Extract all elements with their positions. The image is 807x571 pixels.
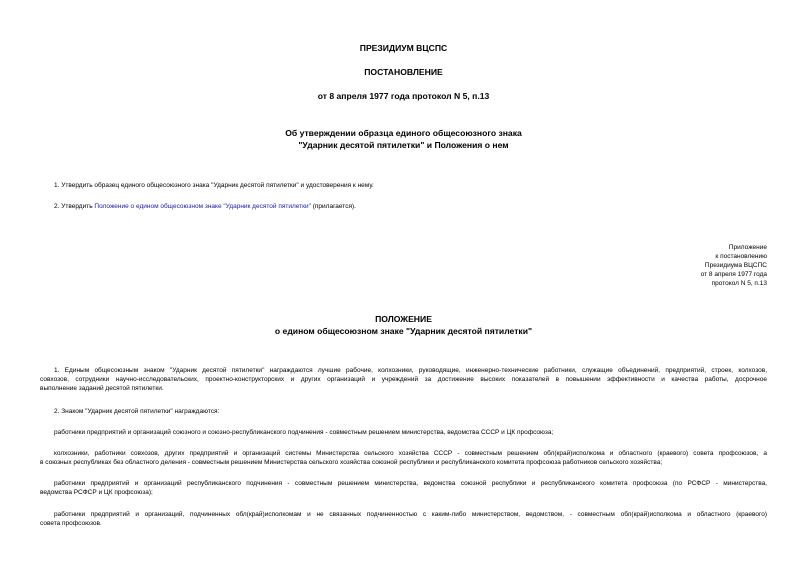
decree-item-2-prefix: 2. Утвердить bbox=[54, 203, 95, 210]
paragraph-4-line2: в союзных республиках без областного деления - совместным решением Министерства сельского хозяйства союзной республики и республиканского комитета профсоюза работников сельского хозяйства; bbox=[40, 459, 663, 466]
paragraph-4-line1: колхозники, работники совхозов, других предприятий и организаций системы Министерства сельского хозяйства СССР - совместным решением обл(край)исполкома и областного (краевого) совета профсоюзов, а bbox=[54, 450, 767, 457]
regulation-paragraph-1 bbox=[40, 366, 767, 393]
regulation-paragraph-5 bbox=[40, 479, 767, 497]
header-date-line: от 8 апреля 1977 года протокол N 5, п.13 bbox=[317, 91, 490, 101]
regulation-paragraph-2 bbox=[40, 407, 767, 416]
paragraph-2-text: 2. Знаком "Ударник десятой пятилетки" награждаются: bbox=[54, 408, 220, 415]
paragraph-1-line3: выполнение заданий десятой пятилетки. bbox=[40, 385, 164, 392]
regulation-title-line2: о едином общесоюзном знаке "Ударник десятой пятилетки" bbox=[274, 326, 533, 336]
appendix-block bbox=[567, 243, 767, 288]
regulation-title-line1: ПОЛОЖЕНИЕ bbox=[375, 314, 432, 324]
appendix-line4: от 8 апреля 1977 года bbox=[700, 271, 767, 278]
paragraph-5-line1: работники предприятий и организаций республиканского подчинения - совместным решением министерства, ведомства союзной республики и республиканского комитета профсоюза (по РСФСР - министерства, bbox=[54, 480, 767, 487]
appendix-line3: Президиума ВЦСПС bbox=[704, 262, 767, 269]
appendix-line1: Приложение bbox=[728, 244, 767, 251]
paragraph-6-line2: совета профсоюзов. bbox=[40, 520, 102, 527]
appendix-line5: протокол N 5, п.13 bbox=[711, 280, 767, 287]
decree-item-2 bbox=[54, 202, 356, 211]
header-organization: ПРЕЗИДИУМ ВЦСПС bbox=[359, 43, 448, 53]
paragraph-5-line2: ведомства РСФСР и ЦК профсоюза); bbox=[40, 489, 153, 496]
paragraph-1-line1: 1. Единым общесоюзным знаком "Ударник десятой пятилетки" награждаются лучшие рабочие, колхозники, руководящие, инженерно-технические работники, служащие объединений, предприятий, строек, колхозов, bbox=[54, 367, 767, 374]
regulation-paragraph-4 bbox=[40, 449, 767, 467]
regulation-paragraph-6 bbox=[40, 510, 767, 528]
paragraph-3-text: работники предприятий и организаций союзного и союзно-республиканского подчинения - совместным решением министерства, ведомства СССР и ЦК профсоюза; bbox=[54, 429, 554, 436]
regulation-paragraph-3 bbox=[40, 428, 767, 437]
decree-item-2-suffix: (прилагается). bbox=[310, 203, 356, 210]
header-doc-type: ПОСТАНОВЛЕНИЕ bbox=[364, 67, 443, 77]
paragraph-1-line2: совхозов, сотрудники научно-исследовательских, проектно-конструкторских и других организаций и учреждений за достижение высоких показателей в повышении эффективности и качества работы, досрочное bbox=[40, 376, 767, 383]
appendix-line2: к постановлению bbox=[715, 253, 767, 260]
paragraph-6-line1: работники предприятий и организаций, подчиненных обл(край)исполкомам и не связанных подчиненностью с каким-либо министерством, ведомством, - совместным обл(край)исполкома и областного (краевого) bbox=[54, 511, 767, 518]
decree-title-line2: "Ударник десятой пятилетки" и Положения о нем bbox=[298, 140, 509, 150]
decree-item-1: 1. Утвердить образец единого общесоюзного знака "Ударник десятой пятилетки" и удостоверения к нему. bbox=[54, 182, 374, 189]
decree-title-line1: Об утверждении образца единого общесоюзного знака bbox=[285, 128, 522, 138]
regulation-link[interactable]: Положение о едином общесоюзном знаке "Ударник десятой пятилетки" bbox=[94, 203, 311, 210]
